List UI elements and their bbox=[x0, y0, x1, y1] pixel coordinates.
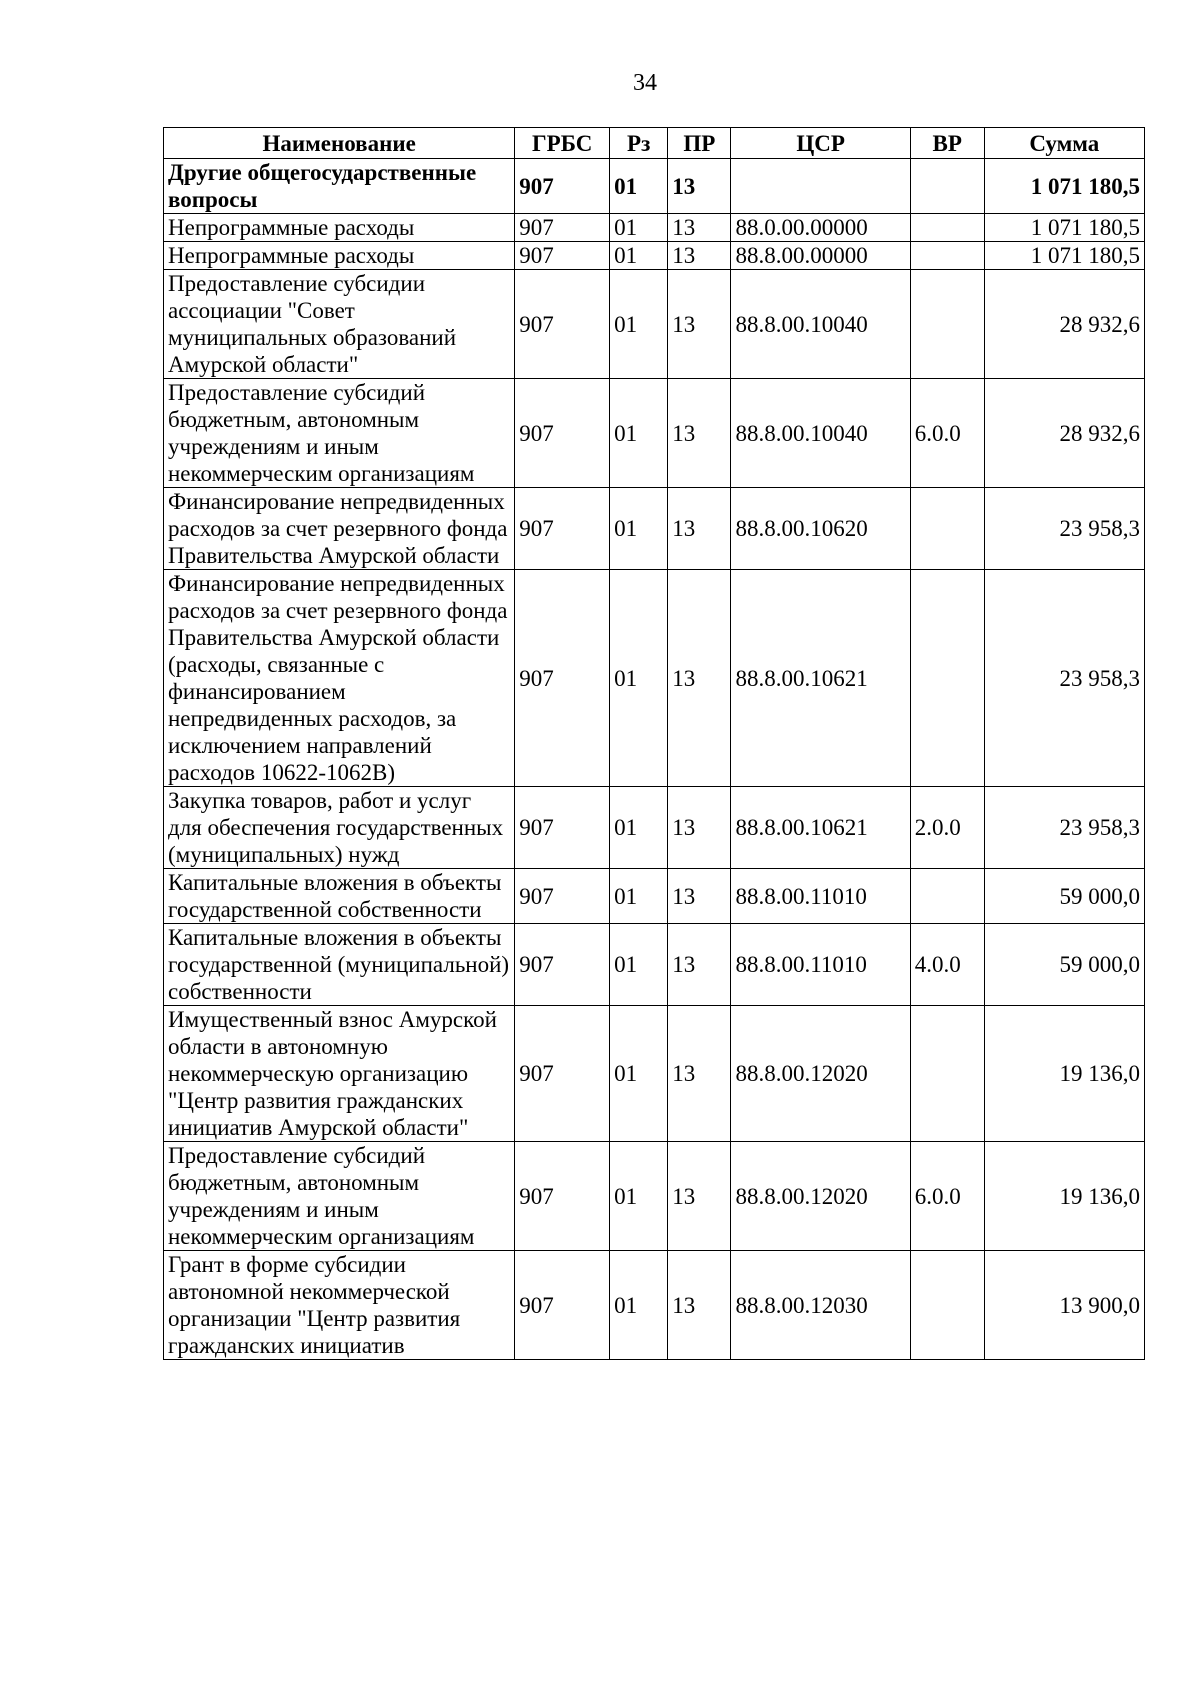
row-sum: 1 071 180,5 bbox=[984, 242, 1144, 270]
row-sum: 1 071 180,5 bbox=[984, 159, 1144, 214]
row-csr: 88.0.00.00000 bbox=[731, 214, 910, 242]
row-csr: 88.8.00.10040 bbox=[731, 379, 910, 488]
row-vr: 2.0.0 bbox=[910, 787, 984, 869]
header-vr: ВР bbox=[910, 128, 984, 159]
table-row bbox=[164, 570, 1145, 787]
row-vr bbox=[910, 159, 984, 214]
row-csr: 88.8.00.10040 bbox=[731, 270, 910, 379]
table-row bbox=[164, 1142, 1145, 1251]
row-grbs: 907 bbox=[515, 787, 610, 869]
row-rz: 01 bbox=[610, 1006, 668, 1142]
row-sum: 28 932,6 bbox=[984, 379, 1144, 488]
row-csr: 88.8.00.11010 bbox=[731, 869, 910, 924]
row-pr: 13 bbox=[668, 1251, 731, 1360]
row-rz: 01 bbox=[610, 214, 668, 242]
row-rz: 01 bbox=[610, 1142, 668, 1251]
row-grbs: 907 bbox=[515, 270, 610, 379]
row-vr bbox=[910, 570, 984, 787]
row-rz: 01 bbox=[610, 924, 668, 1006]
row-sum: 13 900,0 bbox=[984, 1251, 1144, 1360]
row-rz: 01 bbox=[610, 570, 668, 787]
row-grbs: 907 bbox=[515, 214, 610, 242]
row-name: Предоставление субсидий бюджетным, автономным учреждениям и иным некоммерческим организациям bbox=[164, 1142, 515, 1251]
row-name: Капитальные вложения в объекты государственной собственности bbox=[164, 869, 515, 924]
table-row bbox=[164, 270, 1145, 379]
row-csr: 88.8.00.12030 bbox=[731, 1251, 910, 1360]
row-grbs: 907 bbox=[515, 379, 610, 488]
row-vr bbox=[910, 242, 984, 270]
row-grbs: 907 bbox=[515, 1142, 610, 1251]
row-pr: 13 bbox=[668, 270, 731, 379]
header-pr: ПР bbox=[668, 128, 731, 159]
header-sum: Сумма bbox=[984, 128, 1144, 159]
table-row bbox=[164, 869, 1145, 924]
row-sum: 23 958,3 bbox=[984, 488, 1144, 570]
row-sum: 19 136,0 bbox=[984, 1142, 1144, 1251]
row-csr: 88.8.00.10621 bbox=[731, 570, 910, 787]
budget-table bbox=[163, 127, 1145, 1360]
row-csr: 88.8.00.11010 bbox=[731, 924, 910, 1006]
row-pr: 13 bbox=[668, 242, 731, 270]
row-pr: 13 bbox=[668, 570, 731, 787]
header-rz: Рз bbox=[610, 128, 668, 159]
header-csr: ЦСР bbox=[731, 128, 910, 159]
row-csr: 88.8.00.12020 bbox=[731, 1006, 910, 1142]
row-grbs: 907 bbox=[515, 488, 610, 570]
row-sum: 23 958,3 bbox=[984, 570, 1144, 787]
row-sum: 28 932,6 bbox=[984, 270, 1144, 379]
row-name: Другие общегосударственные вопросы bbox=[164, 159, 515, 214]
row-name: Капитальные вложения в объекты государственной (муниципальной) собственности bbox=[164, 924, 515, 1006]
row-sum: 59 000,0 bbox=[984, 924, 1144, 1006]
row-pr: 13 bbox=[668, 1006, 731, 1142]
row-grbs: 907 bbox=[515, 242, 610, 270]
row-rz: 01 bbox=[610, 242, 668, 270]
table-row bbox=[164, 924, 1145, 1006]
row-vr: 6.0.0 bbox=[910, 379, 984, 488]
row-rz: 01 bbox=[610, 379, 668, 488]
page-number: 34 bbox=[633, 70, 657, 96]
row-pr: 13 bbox=[668, 379, 731, 488]
row-rz: 01 bbox=[610, 488, 668, 570]
row-rz: 01 bbox=[610, 1251, 668, 1360]
row-name: Имущественный взнос Амурской области в автономную некоммерческую организацию "Центр развития гражданских инициатив Амурской области" bbox=[164, 1006, 515, 1142]
row-grbs: 907 bbox=[515, 570, 610, 787]
row-vr bbox=[910, 214, 984, 242]
table-row bbox=[164, 1006, 1145, 1142]
row-grbs: 907 bbox=[515, 1006, 610, 1142]
row-vr: 4.0.0 bbox=[910, 924, 984, 1006]
row-pr: 13 bbox=[668, 869, 731, 924]
row-name: Грант в форме субсидии автономной некоммерческой организации "Центр развития гражданских инициатив bbox=[164, 1251, 515, 1360]
row-csr bbox=[731, 159, 910, 214]
row-vr bbox=[910, 488, 984, 570]
row-name: Финансирование непредвиденных расходов за счет резервного фонда Правительства Амурской области bbox=[164, 488, 515, 570]
row-pr: 13 bbox=[668, 159, 731, 214]
row-vr: 6.0.0 bbox=[910, 1142, 984, 1251]
row-name: Предоставление субсидии ассоциации "Совет муниципальных образований Амурской области" bbox=[164, 270, 515, 379]
row-name: Финансирование непредвиденных расходов за счет резервного фонда Правительства Амурской области (расходы, связанные с финансированием непредвиденных расходов, за исключением направлений расходов 10622-1062В) bbox=[164, 570, 515, 787]
row-csr: 88.8.00.00000 bbox=[731, 242, 910, 270]
row-sum: 19 136,0 bbox=[984, 1006, 1144, 1142]
row-grbs: 907 bbox=[515, 1251, 610, 1360]
row-sum: 1 071 180,5 bbox=[984, 214, 1144, 242]
row-grbs: 907 bbox=[515, 924, 610, 1006]
row-csr: 88.8.00.10621 bbox=[731, 787, 910, 869]
row-rz: 01 bbox=[610, 869, 668, 924]
row-rz: 01 bbox=[610, 159, 668, 214]
table-row bbox=[164, 488, 1145, 570]
table-row bbox=[164, 242, 1145, 270]
row-csr: 88.8.00.10620 bbox=[731, 488, 910, 570]
row-pr: 13 bbox=[668, 488, 731, 570]
table-row bbox=[164, 787, 1145, 869]
table-row bbox=[164, 1251, 1145, 1360]
table-header-row bbox=[164, 128, 1145, 159]
row-name: Непрограммные расходы bbox=[164, 214, 515, 242]
row-vr bbox=[910, 1006, 984, 1142]
row-name: Непрограммные расходы bbox=[164, 242, 515, 270]
header-name: Наименование bbox=[164, 128, 515, 159]
row-vr bbox=[910, 1251, 984, 1360]
row-grbs: 907 bbox=[515, 869, 610, 924]
table-row bbox=[164, 159, 1145, 214]
table-row bbox=[164, 214, 1145, 242]
row-name: Предоставление субсидий бюджетным, автономным учреждениям и иным некоммерческим организациям bbox=[164, 379, 515, 488]
row-pr: 13 bbox=[668, 1142, 731, 1251]
row-vr bbox=[910, 270, 984, 379]
row-sum: 59 000,0 bbox=[984, 869, 1144, 924]
row-pr: 13 bbox=[668, 924, 731, 1006]
row-rz: 01 bbox=[610, 270, 668, 379]
row-sum: 23 958,3 bbox=[984, 787, 1144, 869]
row-name: Закупка товаров, работ и услуг для обеспечения государственных (муниципальных) нужд bbox=[164, 787, 515, 869]
table-row bbox=[164, 379, 1145, 488]
header-grbs: ГРБС bbox=[515, 128, 610, 159]
row-pr: 13 bbox=[668, 787, 731, 869]
row-pr: 13 bbox=[668, 214, 731, 242]
row-rz: 01 bbox=[610, 787, 668, 869]
row-vr bbox=[910, 869, 984, 924]
row-grbs: 907 bbox=[515, 159, 610, 214]
row-csr: 88.8.00.12020 bbox=[731, 1142, 910, 1251]
